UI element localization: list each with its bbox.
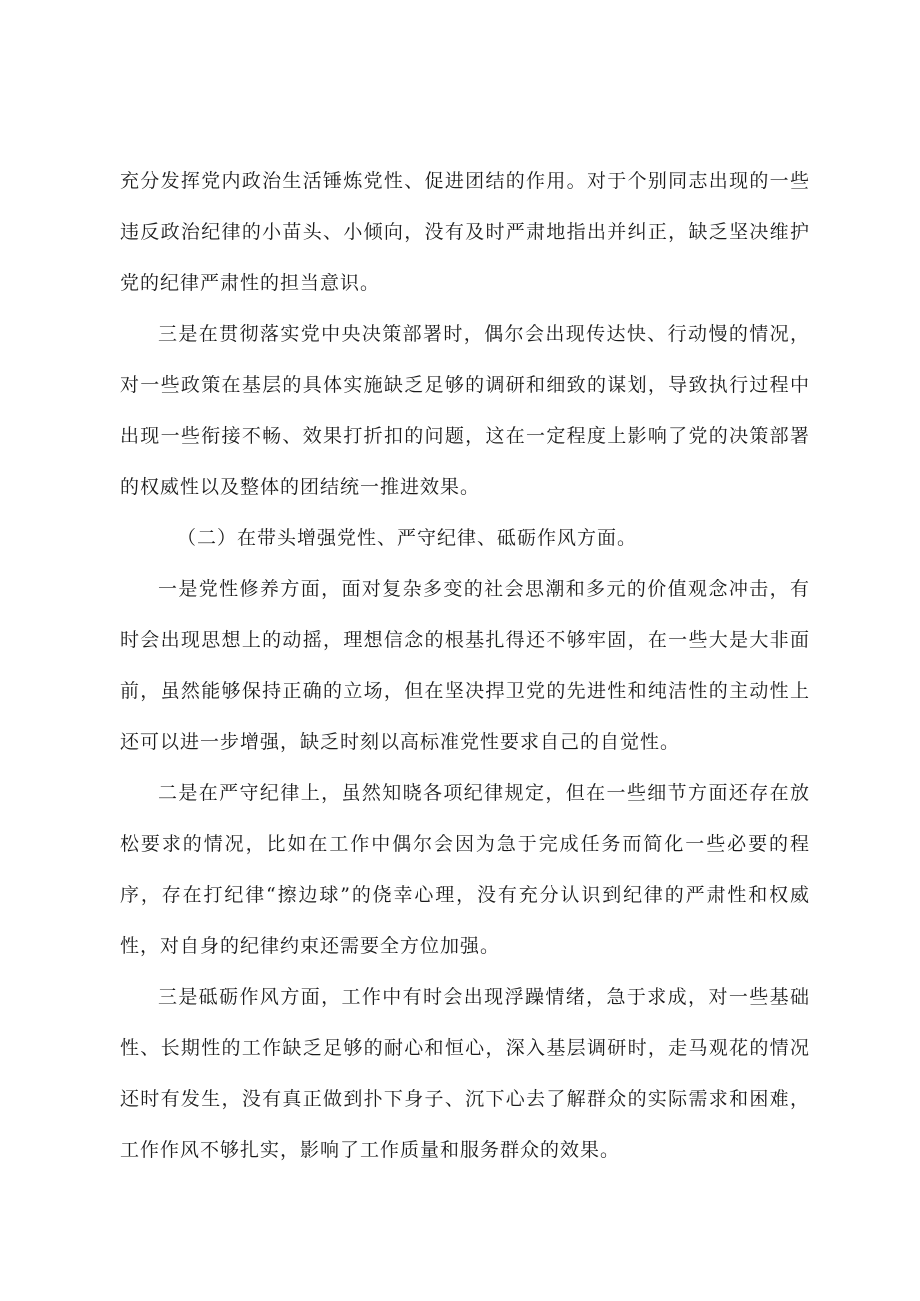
paragraph-continuation: 充分发挥党内政治生活锤炼党性、促进团结的作用。对于个别同志出现的一些违反政治纪律的小苗头、小倾向，没有及时严肃地指出并纠正，缺乏坚决维护党的纪律严肃性的担当意识。	[120, 170, 810, 294]
paragraph-discipline: 二是在严守纪律上，虽然知晓各项纪律规定，但在一些细节方面还存在放松要求的情况，比如在工作中偶尔会因为急于完成任务而简化一些必要的程序，存在打纪律“擦边球”的侥幸心理，没有充分认识到纪律的严肃性和权威性，对自身的纪律约束还需要全方位加强。	[120, 782, 810, 957]
paragraph-party-spirit: 一是党性修养方面，面对复杂多变的社会思潮和多元的价值观念冲击，有时会出现思想上的动摇，理想信念的根基扎得还不够牢固，在一些大是大非面前，虽然能够保持正确的立场，但在坚决捍卫党的先进性和纯洁性的主动性上还可以进一步增强，缺乏时刻以高标准党性要求自己的自觉性。	[120, 578, 810, 753]
paragraph-decision-implementation: 三是在贯彻落实党中央决策部署时，偶尔会出现传达快、行动慢的情况，对一些政策在基层的具体实施缺乏足够的调研和细致的谋划，导致执行过程中出现一些衔接不畅、效果打折扣的问题，这在一定程度上影响了党的决策部署的权威性以及整体的团结统一推进效果。	[120, 323, 810, 498]
section-heading-2: （二）在带头增强党性、严守纪律、砥砺作风方面。	[177, 527, 638, 549]
document-body	[120, 156, 810, 1176]
paragraph-work-style: 三是砥砺作风方面，工作中有时会出现浮躁情绪，急于求成，对一些基础性、长期性的工作缺乏足够的耐心和恒心，深入基层调研时，走马观花的情况还时有发生，没有真正做到扑下身子、沉下心去了解群众的实际需求和困难，工作作风不够扎实，影响了工作质量和服务群众的效果。	[120, 986, 810, 1161]
